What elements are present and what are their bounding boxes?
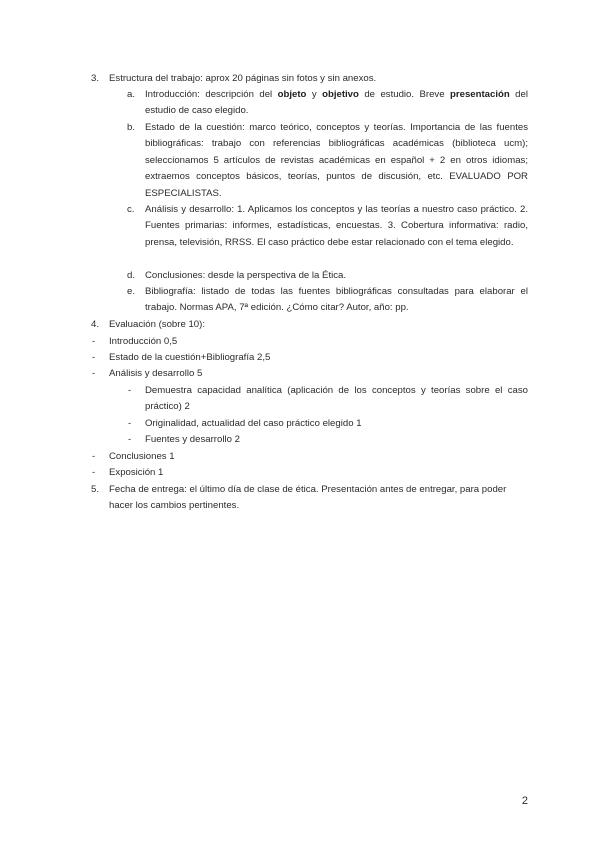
list-item-text: Evaluación (sobre 10):: [109, 319, 205, 330]
list-marker: 5.: [91, 484, 100, 495]
sub-item-marker: e.: [127, 286, 136, 297]
eval-item-text: Análisis y desarrollo 5: [109, 368, 203, 379]
sub-item-text: Conclusiones: desde la perspectiva de la Ética.: [145, 270, 347, 281]
page-number: 2: [521, 795, 528, 807]
bold-objeto: objeto: [277, 89, 307, 100]
dash-marker: -: [92, 336, 96, 347]
list-item-text: Estructura del trabajo: aprox 20 páginas sin fotos y sin anexos.: [109, 73, 377, 84]
dash-marker: -: [128, 418, 132, 429]
sub-item-marker: d.: [127, 270, 136, 281]
eval-item-text: Exposición 1: [109, 467, 164, 478]
sub-item-text: Análisis y desarrollo: 1. Aplicamos los conceptos y las teorías a nuestro caso práctico. 2. Fuentes primarias: informes, estadísticas, encuestas. 3. Cobertura informativa: radio, prensa, televisión, RRSS. El caso práctico debe estar relacionado con el tema elegido.: [145, 204, 528, 248]
sub-item-marker: c.: [127, 204, 135, 215]
dash-marker: -: [92, 451, 96, 462]
sub-item-marker: b.: [127, 122, 136, 133]
dash-marker: -: [128, 385, 132, 396]
sub-item-text: Bibliografía: listado de todas las fuentes bibliográficas consultadas para elaborar el trabajo. Normas APA, 7ª edición. ¿Cómo citar? Autor, año: pp.: [145, 286, 528, 314]
list-item-text: Fecha de entrega: el último día de clase de ética. Presentación antes de entregar, para poder hacer los cambios pertinentes.: [109, 484, 507, 512]
sub-item-text: Introducción: descripción del objeto y objetivo de estudio. Breve presentación del estudio de caso elegido.: [145, 89, 528, 117]
sub-item-text: Estado de la cuestión: marco teórico, conceptos y teorías. Importancia de las fuentes bibliográficas: trabajo con referencias bibliográficas académicas (biblioteca ucm); seleccionamos 5 artículos de revistas académicas en español + 2 en otros idiomas; extraemos conceptos básicos, teorías, puntos de discusión, etc. EVALUADO POR ESPECIALISTAS.: [145, 122, 528, 199]
list-marker: 4.: [91, 319, 100, 330]
dash-marker: -: [92, 352, 96, 363]
dash-marker: -: [128, 434, 132, 445]
sub-item-marker: a.: [127, 89, 136, 100]
eval-item-text: Estado de la cuestión+Bibliografía 2,5: [109, 352, 271, 363]
dash-marker: -: [92, 467, 96, 478]
analysis-subitem-text: Fuentes y desarrollo 2: [145, 434, 240, 445]
eval-item-text: Conclusiones 1: [109, 451, 175, 462]
dash-marker: -: [92, 368, 96, 379]
eval-item-text: Introducción 0,5: [109, 336, 178, 347]
bold-objetivo: objetivo: [322, 89, 359, 100]
list-marker: 3.: [91, 73, 100, 84]
analysis-subitem-text: Demuestra capacidad analítica (aplicación de los conceptos y teorías sobre el caso práctico) 2: [145, 385, 528, 413]
analysis-subitem-text: Originalidad, actualidad del caso práctico elegido 1: [145, 418, 362, 429]
bold-presentacion: presentación: [450, 89, 510, 100]
